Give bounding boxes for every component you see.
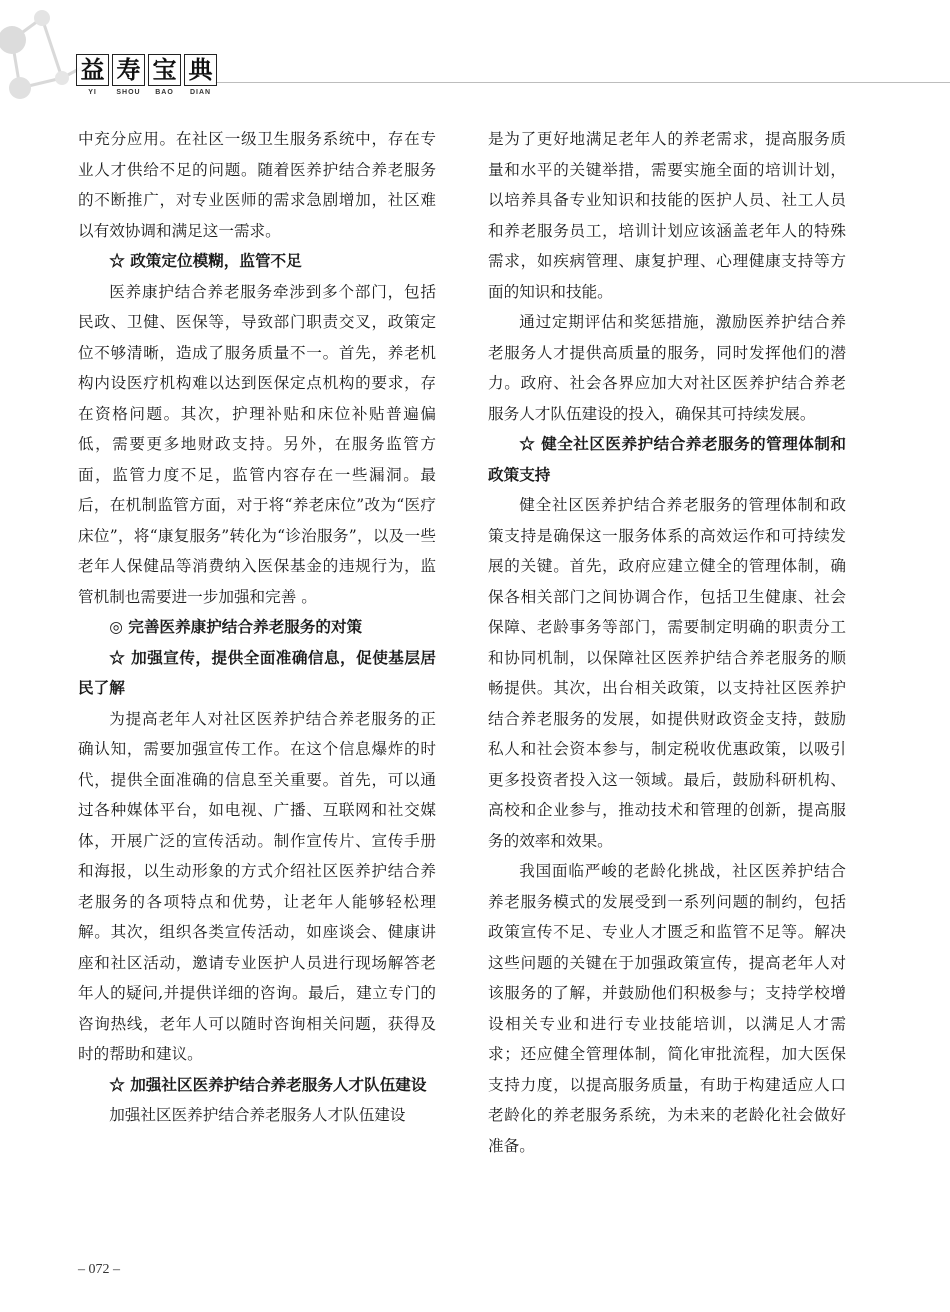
section-heading: ☆ 加强社区医养护结合养老服务人才队伍建设 bbox=[109, 1074, 427, 1094]
section-heading: ☆ 健全社区医养护结合养老服务的管理体制和政策支持 bbox=[488, 434, 846, 484]
masthead-char: 宝 bbox=[148, 54, 181, 86]
masthead-pinyin: YI bbox=[88, 89, 97, 96]
masthead-char: 益 bbox=[76, 54, 109, 86]
body-paragraph: 为提高老年人对社区医养护结合养老服务的正确认知，需要加强宣传工作。在这个信息爆炸的时代，提供全面准确的信息至关重要。首先，可以通过各种媒体平台，如电视、广播、互联网和社交媒体，开展广泛的宣传活动。制作宣传片、宣传手册和海报，以生动形象的方式介绍社区医养护结合养老服务的各项特点和优势，让老年人能够轻松理解。其次，组织各类宣传活动，如座谈会、健康讲座和社区活动，邀请专业医护人员进行现场解答老年人的疑问,并提供详细的咨询。最后，建立专门的咨询热线，老年人可以随时咨询相关问题，获得及时的帮助和建议。 bbox=[78, 709, 436, 1063]
body-paragraph: 是为了更好地满足老年人的养老需求，提高服务质量和水平的关键举措，需要实施全面的培训计划，以培养具备专业知识和技能的医护人员、社工人员和养老服务员工，培训计划应该涵盖老年人的特殊需求，如疾病管理、康复护理、心理健康支持等方面的知识和技能。 bbox=[488, 130, 846, 301]
right-column bbox=[488, 124, 846, 1161]
body-paragraph: 加强社区医养护结合养老服务人才队伍建设 bbox=[109, 1106, 406, 1124]
left-column bbox=[78, 124, 436, 1131]
masthead-pinyin: BAO bbox=[155, 89, 174, 96]
section-heading: ☆ 政策定位模糊，监管不足 bbox=[109, 251, 302, 270]
body-paragraph: 通过定期评估和奖惩措施，激励医养护结合养老服务人才提供高质量的服务，同时发挥他们的潜力。政府、社会各界应加大对社区医养护结合养老服务人才队伍建设的投入，确保其可持续发展。 bbox=[488, 313, 846, 423]
body-paragraph: 医养康护结合养老服务牵涉到多个部门，包括民政、卫健、医保等，导致部门职责交叉，政策定位不够清晰，造成了服务质量不一。首先，养老机构内设医疗机构难以达到医保定点机构的要求，存在资格问题。其次，护理补贴和床位补贴普遍偏低，需要更多地财政支持。另外，在服务监管方面，监管力度不足，监管内容存在一些漏洞。最后，在机制监管方面，对于将“养老床位”改为“医疗床位”，将“康复服务”转化为“诊治服务”，以及一些老年人保健品等消费纳入医保基金的违规行为，监管机制也需要进一步加强和完善 。 bbox=[78, 282, 436, 606]
magazine-masthead bbox=[76, 54, 217, 96]
section-heading: ◎ 完善医养康护结合养老服务的对策 bbox=[109, 617, 363, 636]
masthead-pinyin: SHOU bbox=[116, 89, 141, 96]
masthead-pinyin: DIAN bbox=[189, 89, 212, 96]
section-heading: ☆ 加强宣传，提供全面准确信息，促使基层居民了解 bbox=[78, 647, 436, 697]
body-paragraph: 中充分应用。在社区一级卫生服务系统中，存在专业人才供给不足的问题。随着医养护结合养老服务的不断推广，对专业医师的需求急剧增加，社区难以有效协调和满足这一需求。 bbox=[78, 130, 436, 240]
body-paragraph: 健全社区医养护结合养老服务的管理体制和政策支持是确保这一服务体系的高效运作和可持续发展的关键。首先，政府应建立健全的管理体制，确保各相关部门之间协调合作，包括卫生健康、社会保障、老龄事务等部门，需要制定明确的职责分工和协同机制，以保障社区医养护结合养老服务的顺畅提供。其次，出台相关政策，以支持社区医养护结合养老服务的发展，如提供财政资金支持，鼓励私人和社会资本参与，制定税收优惠政策，以吸引更多投资者投入这一领域。最后，鼓励科研机构、高校和企业参与，推动技术和管理的创新，提高服务的效率和效果。 bbox=[488, 496, 846, 850]
page-number: – 072 – bbox=[78, 1262, 120, 1277]
body-paragraph: 我国面临严峻的老龄化挑战，社区医养护结合养老服务模式的发展受到一系列问题的制约，包括政策宣传不足、专业人才匮乏和监管不足等。解决这些问题的关键在于加强政策宣传，提高老年人对该服务的了解，并鼓励他们积极参与；支持学校增设相关专业和进行专业技能培训，以满足人才需求；还应健全管理体制，简化审批流程，加大医保支持力度，以提高服务质量，有助于构建适应人口老龄化的养老服务系统，为未来的老龄化社会做好准备。 bbox=[488, 862, 846, 1155]
masthead-char: 寿 bbox=[112, 54, 145, 86]
masthead-char: 典 bbox=[184, 54, 217, 86]
header-rule bbox=[215, 82, 950, 83]
